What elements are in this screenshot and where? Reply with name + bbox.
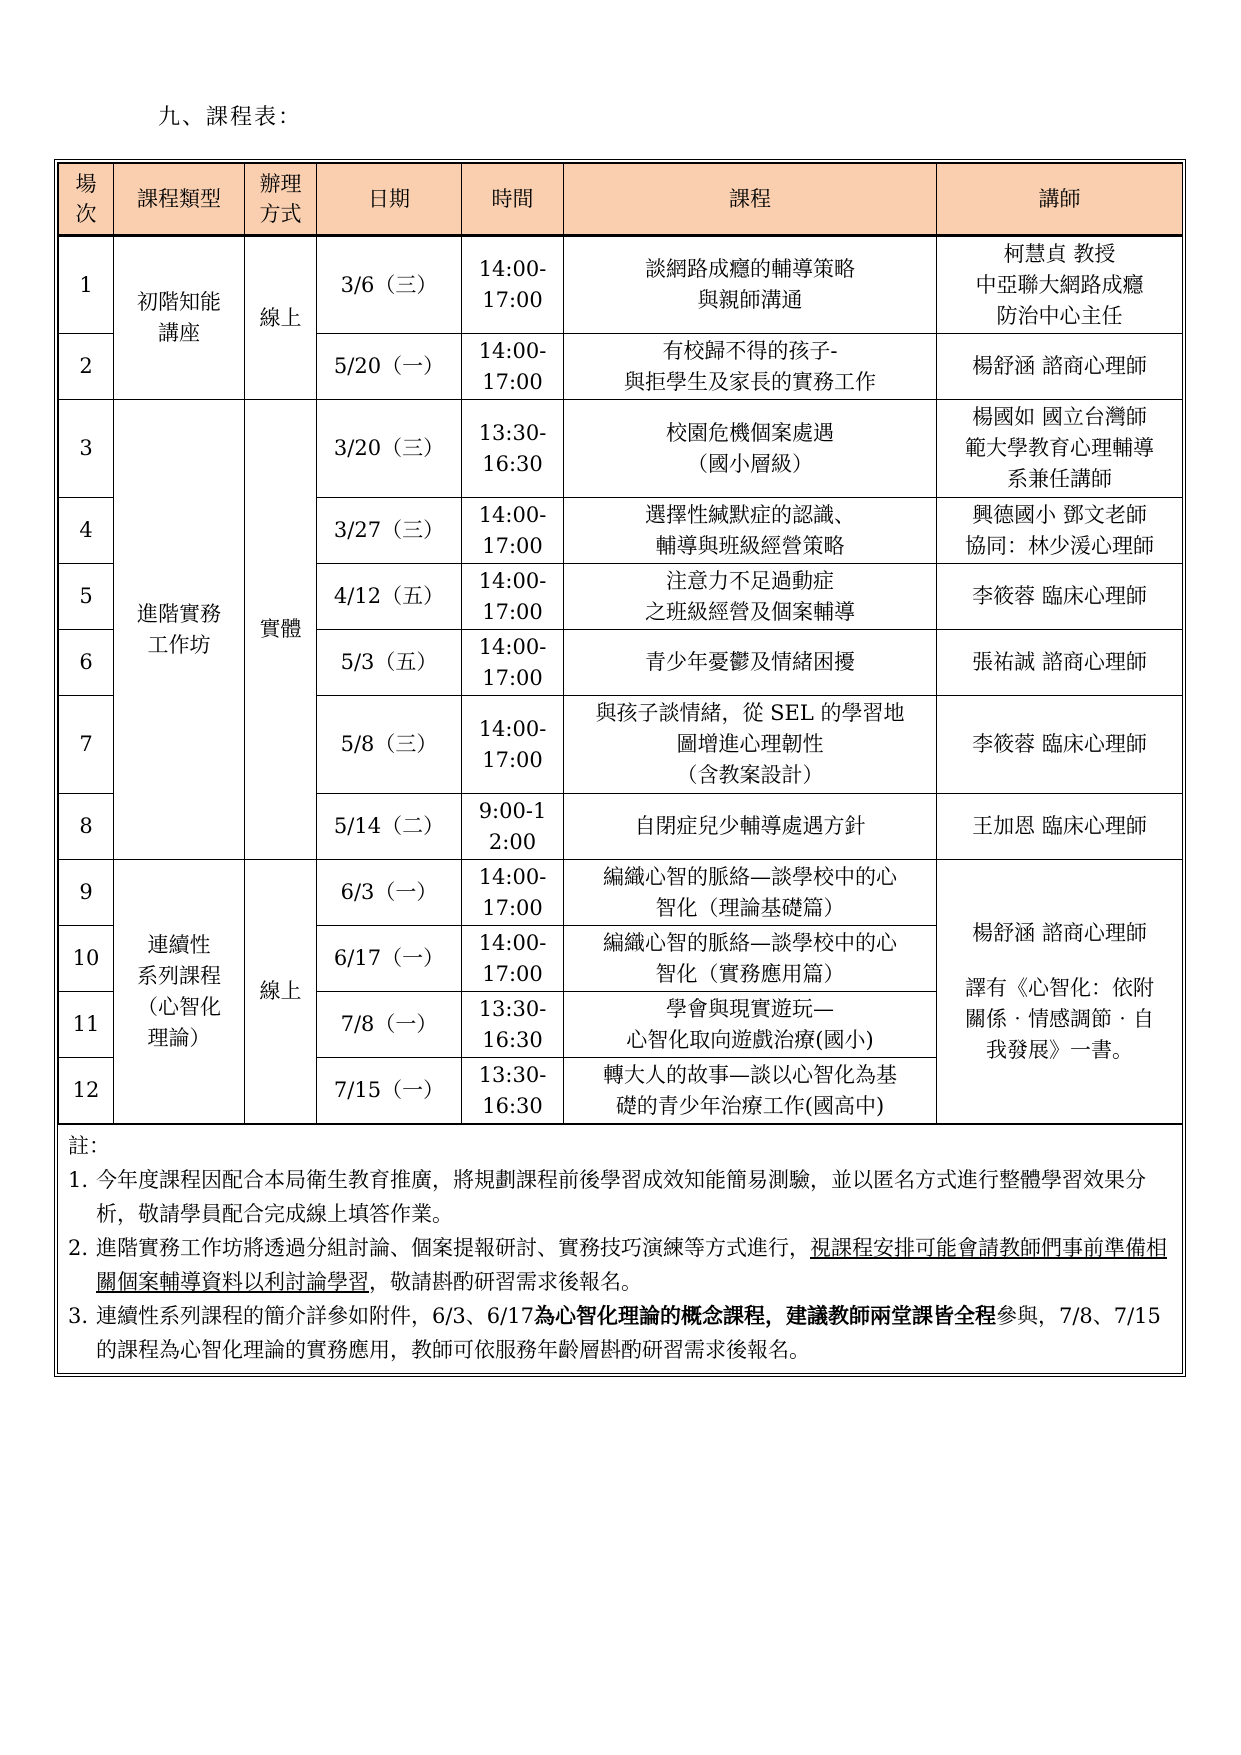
row-date: 5/14（二） xyxy=(317,794,462,860)
course-schedule-table xyxy=(58,163,1183,1124)
row-time: 14:00-17:00 xyxy=(462,334,564,400)
header-no: 場次 xyxy=(59,164,114,236)
row-no: 1 xyxy=(59,236,114,334)
row-time: 14:00-17:00 xyxy=(462,696,564,794)
row-date: 5/8（三） xyxy=(317,696,462,794)
note-2: 2. 進階實務工作坊將透過分組討論、個案提報研討、實務技巧演練等方式進行，視課程安排可能會請教師們事前準備相關個案輔導資料以利討論學習，敬請斟酌研習需求後報名。 xyxy=(68,1236,1167,1294)
row-date: 6/17（一） xyxy=(317,926,462,992)
notes-section xyxy=(58,1124,1182,1373)
row-no: 9 xyxy=(59,860,114,926)
header-course: 課程 xyxy=(564,164,937,236)
row-course: 青少年憂鬱及情緒困擾 xyxy=(564,630,937,696)
course-type-series: 連續性 系列課程 （心智化 理論） xyxy=(114,860,245,1124)
row-time: 13:30-16:30 xyxy=(462,400,564,498)
row-date: 6/3（一） xyxy=(317,860,462,926)
row-course: 注意力不足過動症 之班級經營及個案輔導 xyxy=(564,564,937,630)
row-lecturer: 張祐誠 諮商心理師 xyxy=(937,630,1183,696)
course-schedule-frame xyxy=(54,159,1186,1377)
table-row xyxy=(59,400,1183,498)
row-no: 12 xyxy=(59,1058,114,1124)
row-lecturer: 李筱蓉 臨床心理師 xyxy=(937,564,1183,630)
row-lecturer: 李筱蓉 臨床心理師 xyxy=(937,696,1183,794)
series-lecturer: 楊舒涵 諮商心理師 譯有《心智化：依附 關係‧情感調節‧自 我發展》一書。 xyxy=(937,860,1183,1124)
row-time: 14:00-17:00 xyxy=(462,564,564,630)
header-mode: 辦理方式 xyxy=(245,164,317,236)
mode-online-2: 線上 xyxy=(245,860,317,1124)
note-2-underlined: 視課程安排可能會請教師們事前準備相關個案輔導資料以利討論學習 xyxy=(96,1236,1167,1294)
row-course: 自閉症兒少輔導處遇方針 xyxy=(564,794,937,860)
header-type: 課程類型 xyxy=(114,164,245,236)
row-course: 有校歸不得的孩子- 與拒學生及家長的實務工作 xyxy=(564,334,937,400)
row-time: 14:00-17:00 xyxy=(462,926,564,992)
row-no: 10 xyxy=(59,926,114,992)
note-3: 3. 連續性系列課程的簡介詳參如附件，6/3、6/17為心智化理論的概念課程，建議教師兩堂課皆全程參與，7/8、7/15的課程為心智化理論的實務應用，教師可依服務年齡層斟酌研習需求後報名。 xyxy=(68,1303,1161,1362)
row-course: 談網路成癮的輔導策略 與親師溝通 xyxy=(564,236,937,334)
row-no: 7 xyxy=(59,696,114,794)
row-time: 13:30-16:30 xyxy=(462,1058,564,1124)
row-time: 14:00-17:00 xyxy=(462,498,564,564)
mode-in-person: 實體 xyxy=(245,400,317,860)
row-course: 與孩子談情緒，從 SEL 的學習地 圖增進心理韌性 （含教案設計） xyxy=(564,696,937,794)
row-lecturer: 楊舒涵 諮商心理師 xyxy=(937,334,1183,400)
row-no: 3 xyxy=(59,400,114,498)
row-course: 編織心智的脈絡—談學校中的心 智化（實務應用篇） xyxy=(564,926,937,992)
row-date: 3/20（三） xyxy=(317,400,462,498)
section-title: 九、課程表： xyxy=(158,105,303,130)
course-type-advanced: 進階實務工作坊 xyxy=(114,400,245,860)
row-time: 14:00-17:00 xyxy=(462,630,564,696)
row-no: 5 xyxy=(59,564,114,630)
row-lecturer: 王加恩 臨床心理師 xyxy=(937,794,1183,860)
notes-title: 註： xyxy=(68,1134,110,1158)
row-lecturer: 興德國小 鄧文老師 協同：林少湲心理師 xyxy=(937,498,1183,564)
header-lecturer: 講師 xyxy=(937,164,1183,236)
row-time: 9:00-12:00 xyxy=(462,794,564,860)
note-1: 1. 今年度課程因配合本局衛生教育推廣，將規劃課程前後學習成效知能簡易測驗，並以匿名方式進行整體學習效果分析，敬請學員配合完成線上填答作業。 xyxy=(68,1168,1146,1226)
row-course: 學會與現實遊玩— 心智化取向遊戲治療(國小) xyxy=(564,992,937,1058)
note-3-bold: 為心智化理論的概念課程，建議教師兩堂課皆全程 xyxy=(533,1303,996,1328)
table-row xyxy=(59,860,1183,926)
row-date: 3/6（三） xyxy=(317,236,462,334)
row-course: 校園危機個案處遇 （國小層級） xyxy=(564,400,937,498)
row-no: 11 xyxy=(59,992,114,1058)
course-type-basic: 初階知能講座 xyxy=(114,236,245,400)
header-date: 日期 xyxy=(317,164,462,236)
row-time: 14:00-17:00 xyxy=(462,236,564,334)
row-no: 2 xyxy=(59,334,114,400)
row-lecturer: 楊國如 國立台灣師 範大學教育心理輔導 系兼任講師 xyxy=(937,400,1183,498)
row-course: 轉大人的故事—談以心智化為基 礎的青少年治療工作(國高中) xyxy=(564,1058,937,1124)
row-no: 4 xyxy=(59,498,114,564)
row-date: 3/27（三） xyxy=(317,498,462,564)
row-date: 5/20（一） xyxy=(317,334,462,400)
table-header-row xyxy=(59,164,1183,236)
row-date: 5/3（五） xyxy=(317,630,462,696)
row-course: 選擇性緘默症的認識、 輔導與班級經營策略 xyxy=(564,498,937,564)
row-date: 4/12（五） xyxy=(317,564,462,630)
row-no: 6 xyxy=(59,630,114,696)
row-date: 7/15（一） xyxy=(317,1058,462,1124)
row-lecturer: 柯慧貞 教授 中亞聯大網路成癮 防治中心主任 xyxy=(937,236,1183,334)
row-time: 13:30-16:30 xyxy=(462,992,564,1058)
row-course: 編織心智的脈絡—談學校中的心 智化（理論基礎篇） xyxy=(564,860,937,926)
header-time: 時間 xyxy=(462,164,564,236)
table-row xyxy=(59,236,1183,334)
row-time: 14:00-17:00 xyxy=(462,860,564,926)
row-no: 8 xyxy=(59,794,114,860)
mode-online-1: 線上 xyxy=(245,236,317,400)
row-date: 7/8（一） xyxy=(317,992,462,1058)
